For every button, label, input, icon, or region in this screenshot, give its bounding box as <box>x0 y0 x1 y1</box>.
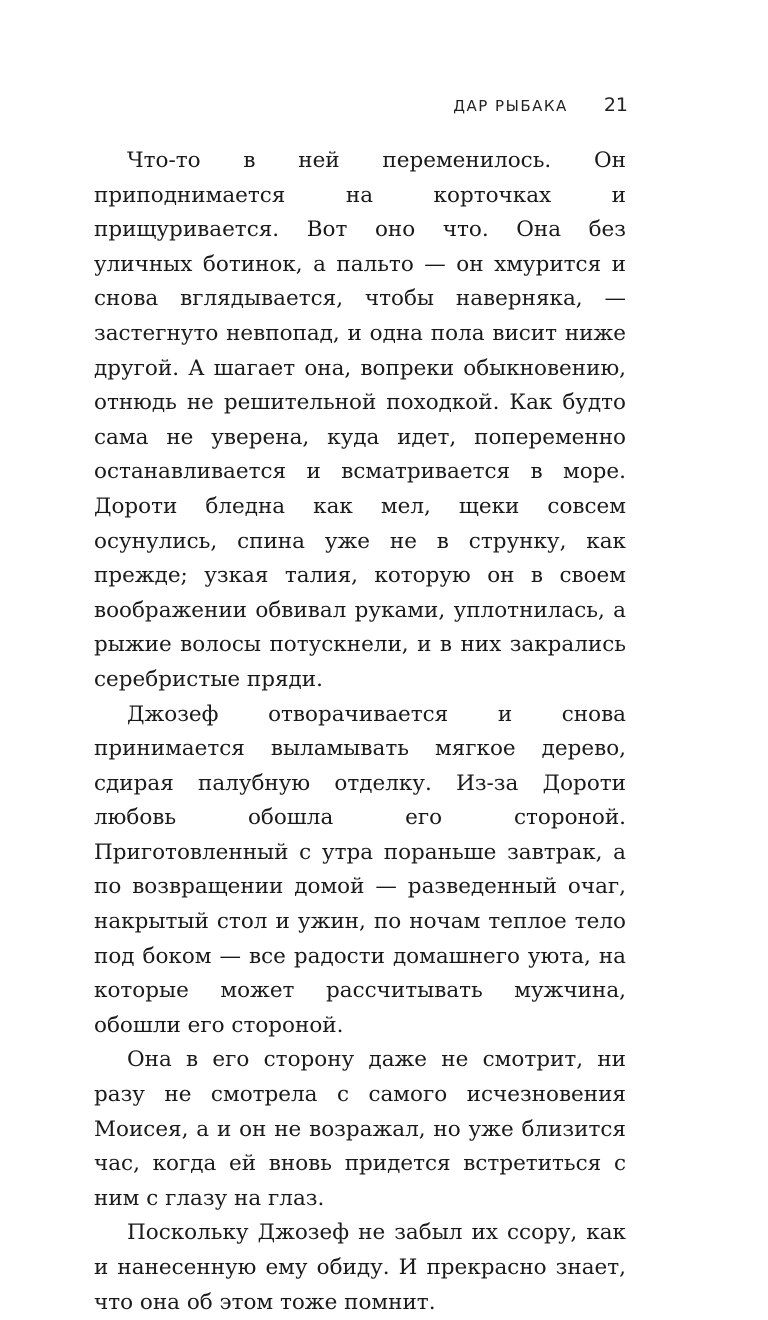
paragraph-4: Поскольку Джозеф не забыл их ссору, как и нанесенную ему обиду. И прекрасно знает, что она об этом тоже помнит. <box>94 1220 626 1315</box>
paragraph-3: Она в его сторону даже не смотрит, ни разу не смотрела с самого исчезновения Моисея, а и он не возражал, но уже близится час, когда ей вновь придется встретиться с ним с глазу на глаз. <box>94 1047 626 1211</box>
body-text <box>94 144 626 1320</box>
running-head <box>453 94 628 116</box>
paragraph-2: Джозеф отворачивается и снова принимается выламывать мягкое дерево, сдирая палубную отделку. Из-за Дороти любовь обошла его стороной. Приготовленный с утра пораньше завтрак, а по возвращении домой — разведенный очаг, накрытый стол и ужин, по ночам теплое тело под боком — все радости домашнего уюта, на которые может рассчитывать мужчина, обошли его стороной. <box>94 701 626 1038</box>
running-title: ДАР РЫБАКА <box>453 97 568 115</box>
page-number: 21 <box>603 94 628 116</box>
paragraph-1: Что-то в ней переменилось. Он приподнимается на корточках и прищуривается. Вот оно что. Она без уличных ботинок, а пальто — он хмурится и снова вглядывается, чтобы наверняка, — застегнуто невпопад, и одна пола висит ниже другой. А шагает она, вопреки обыкновению, отнюдь не решительной походкой. Как будто сама не уверена, куда идет, попеременно останавливается и всматривается в море. Дороти бледна как мел, щеки совсем осунулись, спина уже не в струнку, как прежде; узкая талия, которую он в своем воображении обвивал руками, уплотнилась, а рыжие волосы потускнели, и в них закрались серебристые пряди. <box>94 148 626 692</box>
